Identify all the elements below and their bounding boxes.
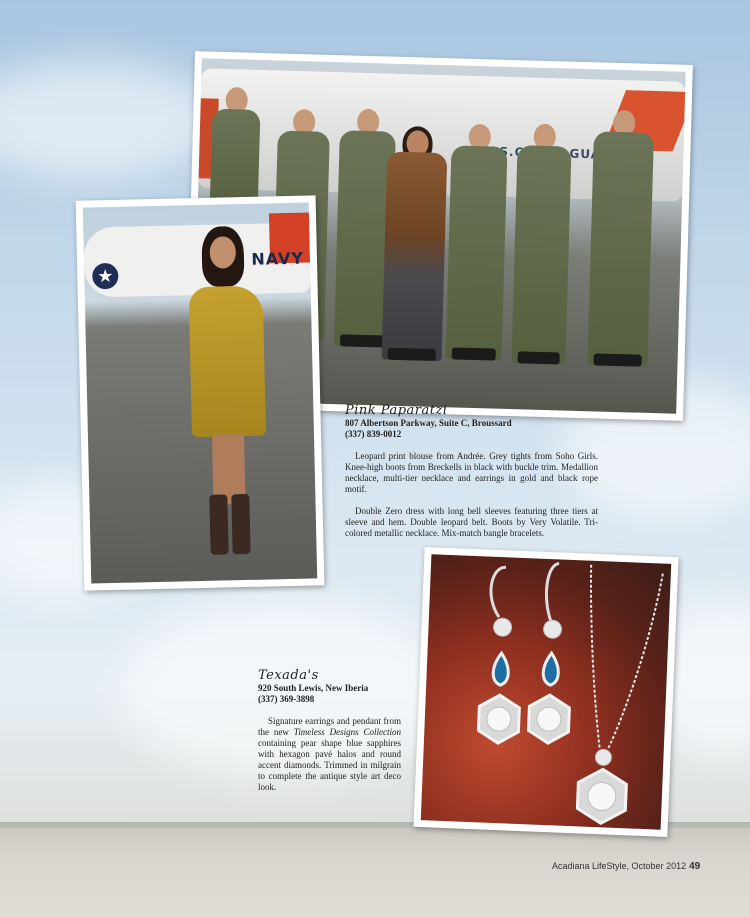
pink-paparatzi-article (345, 403, 598, 539)
page-number: 49 (689, 861, 701, 872)
description-paragraph: Leopard print blouse from Andrée. Grey tights from Soho Girls. Knee-high boots from Breckells in black with buckle trim. Medallion necklace, multi-tier necklace and earrings in gold and black rope motif. (345, 451, 598, 494)
publication-name: Acadiana LifeStyle, October 2012 (552, 861, 687, 871)
woman-leopard-blouse (382, 130, 448, 362)
tarmac-ground (0, 828, 750, 917)
star-insignia-icon: ★ (92, 263, 119, 290)
woman-mustard-dress (183, 226, 270, 558)
collection-name: Timeless Designs Collection (293, 727, 401, 737)
crew-member (511, 123, 572, 364)
crew-member (587, 109, 654, 367)
crew-member (446, 123, 509, 360)
page-folio (552, 861, 700, 872)
store-phone: (337) 839-0012 (345, 429, 402, 439)
description-paragraph: Signature earrings and pendant from the new Timeless Designs Collection containing pear shape blue sapphires with hexagon pavé halos and round accent diamonds. Trimmed in milgrain to complete the antique style art deco look. (258, 716, 401, 792)
store-name: Texada's (258, 668, 319, 683)
texadas-article (258, 668, 401, 793)
store-phone: (337) 369-3898 (258, 694, 315, 704)
earrings-and-pendant-illustration (421, 554, 671, 829)
navy-lettering: NAVY (251, 248, 305, 269)
jewelry-photo (413, 547, 678, 837)
store-address: 807 Albertson Parkway, Suite C, Broussard (345, 418, 512, 428)
description-paragraph: Double Zero dress with long bell sleeves featuring three tiers at sleeve and hem. Double leopard belt. Boots by Very Volatile. Tri-colored metallic necklace. Mix-match bangle bracelets. (345, 506, 598, 538)
store-name: Pink Paparatzi (345, 403, 448, 418)
store-address: 920 South Lewis, New Iberia (258, 683, 369, 693)
cloud (0, 60, 220, 180)
navy-plane-photo (76, 195, 325, 590)
